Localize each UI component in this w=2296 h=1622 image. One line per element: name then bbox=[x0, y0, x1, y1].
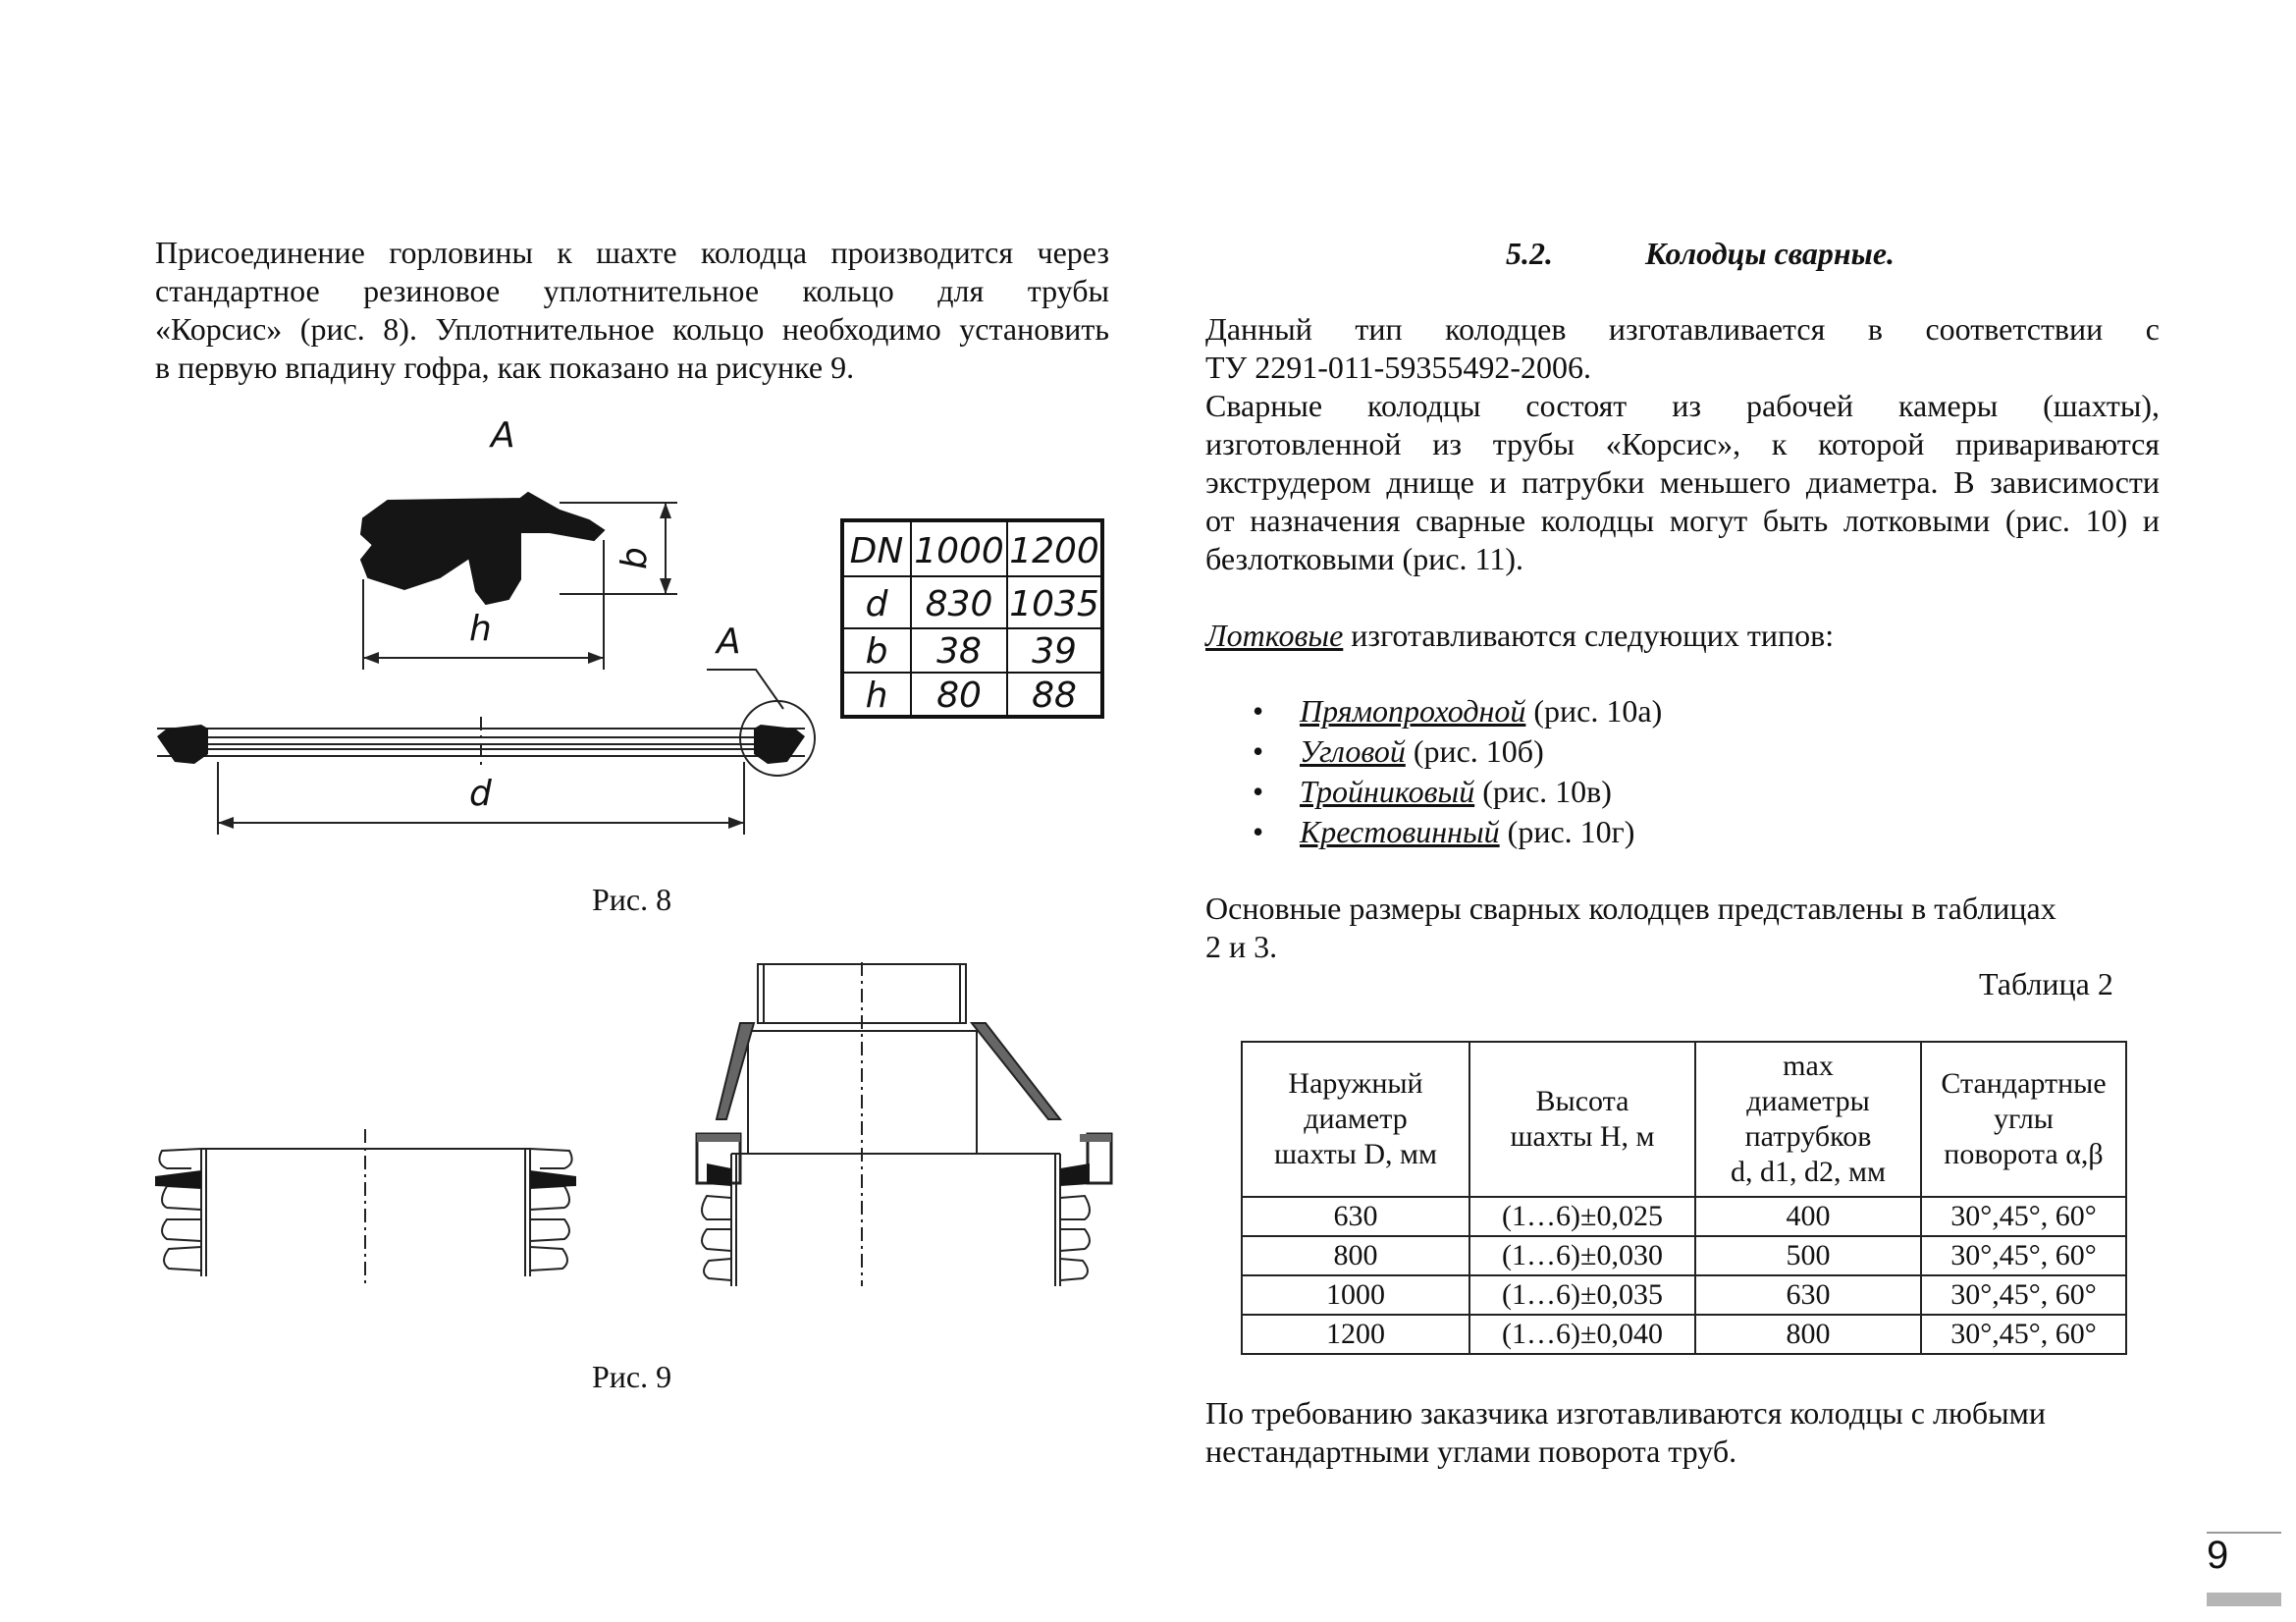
section-heading bbox=[1506, 236, 1896, 272]
intro-paragraph bbox=[155, 234, 1109, 387]
dim-h-label: h bbox=[469, 609, 492, 649]
table-2-caption: Таблица 2 bbox=[1979, 966, 2113, 1001]
list-item bbox=[1205, 731, 2160, 772]
figure-9-caption: Рис. 9 bbox=[592, 1359, 672, 1394]
type-ref: (рис. 10в) bbox=[1474, 774, 1612, 809]
type-name: Крестовинный bbox=[1300, 814, 1500, 849]
description-line: экструдером днище и патрубки меньшего диаметра. В зависимости bbox=[1205, 464, 2160, 500]
column-header-max-diameters bbox=[1695, 1042, 1921, 1197]
header-line: шахты D, мм bbox=[1273, 1138, 1438, 1170]
bullet-icon: • bbox=[1253, 774, 1264, 809]
description-line: от назначения сварные колодцы могут быть лотковыми (рис. 10) и bbox=[1205, 503, 2160, 538]
table-cell: 400 bbox=[1695, 1197, 1921, 1236]
fig8-table-header-cell: 1000 bbox=[914, 531, 1004, 571]
section-number: 5.2. bbox=[1506, 236, 1553, 271]
description-line: безлотковыми (рис. 11). bbox=[1205, 541, 1523, 576]
type-name: Угловой bbox=[1300, 733, 1406, 769]
tables-reference-line: 2 и 3. bbox=[1205, 929, 1278, 964]
header-line: Стандартные bbox=[1941, 1067, 2107, 1100]
column-header-height bbox=[1469, 1042, 1695, 1197]
fig8-table-header-cell: 1200 bbox=[1009, 531, 1099, 571]
column-header-angles bbox=[1921, 1042, 2126, 1197]
fig8-table-cell: 1035 bbox=[1009, 584, 1099, 624]
table-row bbox=[1242, 1236, 2126, 1275]
table-cell: 500 bbox=[1695, 1236, 1921, 1275]
pipe-with-seal-left bbox=[155, 1129, 576, 1286]
table-cell: (1…6)±0,040 bbox=[1469, 1315, 1695, 1354]
header-line: поворота α,β bbox=[1944, 1138, 2104, 1170]
section-title: Колодцы сварные. bbox=[1645, 236, 1896, 271]
fig8-table-cell: 830 bbox=[925, 584, 993, 624]
custom-angles-note bbox=[1205, 1394, 2160, 1471]
table-header-row bbox=[1242, 1042, 2126, 1197]
tables-reference bbox=[1205, 890, 2160, 966]
page-number-bar bbox=[2207, 1593, 2281, 1606]
figure-8-drawing bbox=[147, 412, 1286, 825]
bullet-icon: • bbox=[1253, 693, 1264, 729]
note-line: По требованию заказчика изготавливаются колодцы с любыми bbox=[1205, 1395, 2046, 1431]
list-item bbox=[1205, 691, 2160, 731]
types-list bbox=[1205, 691, 2160, 852]
description-line: Сварные колодцы состоят из рабочей камеры (шахты), bbox=[1205, 388, 2160, 423]
table-row bbox=[1242, 1275, 2126, 1315]
note-line: нестандартными углами поворота труб. bbox=[1205, 1433, 1737, 1469]
figure-8-dimension-table bbox=[842, 520, 1102, 717]
type-name: Тройниковый bbox=[1300, 774, 1475, 809]
description-line: изготовленной из трубы «Корсис», к которой привариваются bbox=[1205, 426, 2160, 461]
table-cell: (1…6)±0,025 bbox=[1469, 1197, 1695, 1236]
fig8-table-cell: 39 bbox=[1032, 631, 1077, 672]
figure-8-caption: Рис. 8 bbox=[592, 882, 672, 917]
type-ref: (рис. 10а) bbox=[1525, 693, 1663, 729]
header-line: Высота bbox=[1535, 1085, 1629, 1117]
figure-9-drawing bbox=[147, 962, 1129, 1306]
description-line: ТУ 2291-011-59355492-2006. bbox=[1205, 350, 1591, 385]
description-line: Данный тип колодцев изготавливается в соответствии с bbox=[1205, 311, 2160, 347]
table-cell: 1200 bbox=[1242, 1315, 1469, 1354]
bullet-icon: • bbox=[1253, 814, 1264, 849]
dim-d-label: d bbox=[469, 774, 492, 814]
header-line: Наружный bbox=[1288, 1067, 1423, 1100]
fig8-table-cell: d bbox=[865, 584, 888, 624]
table-cell: 30°,45°, 60° bbox=[1921, 1275, 2126, 1315]
tray-term: Лотковые bbox=[1205, 618, 1344, 653]
table-cell: 800 bbox=[1695, 1315, 1921, 1354]
header-line: диаметр bbox=[1304, 1103, 1408, 1135]
callout-a-label: A bbox=[717, 622, 741, 662]
types-intro-rest: изготавливаются следующих типов: bbox=[1343, 618, 1835, 653]
intro-line: «Корсис» (рис. 8). Уплотнительное кольцо необходимо установить bbox=[155, 311, 1109, 347]
type-ref: (рис. 10г) bbox=[1499, 814, 1635, 849]
dim-b-label: b bbox=[614, 547, 655, 569]
column-header-diameter bbox=[1242, 1042, 1469, 1197]
table-cell: 30°,45°, 60° bbox=[1921, 1197, 2126, 1236]
bullet-icon: • bbox=[1253, 733, 1264, 769]
intro-line: стандартное резиновое уплотнительное кольцо для трубы bbox=[155, 273, 1109, 308]
table-2 bbox=[1241, 1041, 2127, 1355]
page-number: 9 bbox=[2207, 1534, 2229, 1577]
header-line: шахты Н, м bbox=[1510, 1120, 1655, 1153]
table-cell: 630 bbox=[1695, 1275, 1921, 1315]
type-name: Прямопроходной bbox=[1300, 693, 1526, 729]
table-cell: 1000 bbox=[1242, 1275, 1469, 1315]
tables-reference-line: Основные размеры сварных колодцев представлены в таблицах bbox=[1205, 891, 2056, 926]
fig8-table-cell: b bbox=[865, 631, 888, 672]
fig8-table-cell: 88 bbox=[1032, 676, 1077, 716]
header-line: max bbox=[1783, 1050, 1834, 1082]
fig8-table-header-cell: DN bbox=[849, 531, 904, 571]
intro-line: в первую впадину гофра, как показано на рисунке 9. bbox=[155, 350, 855, 385]
table-cell: 30°,45°, 60° bbox=[1921, 1315, 2126, 1354]
list-item bbox=[1205, 772, 2160, 812]
header-line: диаметры bbox=[1746, 1085, 1870, 1117]
header-line: d, d1, d2, мм bbox=[1731, 1156, 1886, 1188]
table-cell: 30°,45°, 60° bbox=[1921, 1236, 2126, 1275]
table-row bbox=[1242, 1315, 2126, 1354]
type-ref: (рис. 10б) bbox=[1405, 733, 1544, 769]
description-paragraph bbox=[1205, 310, 2160, 578]
table-cell: (1…6)±0,035 bbox=[1469, 1275, 1695, 1315]
detail-a-label: A bbox=[491, 415, 515, 456]
types-intro bbox=[1205, 617, 2160, 655]
table-row bbox=[1242, 1197, 2126, 1236]
fig8-table-cell: h bbox=[865, 676, 888, 716]
table-cell: (1…6)±0,030 bbox=[1469, 1236, 1695, 1275]
seal-profile-shape bbox=[361, 493, 604, 604]
list-item bbox=[1205, 812, 2160, 852]
fig8-table-cell: 80 bbox=[936, 676, 982, 716]
table-cell: 630 bbox=[1242, 1197, 1469, 1236]
header-line: патрубков bbox=[1744, 1120, 1872, 1153]
fig8-table-cell: 38 bbox=[936, 631, 982, 672]
table-cell: 800 bbox=[1242, 1236, 1469, 1275]
header-line: углы bbox=[1994, 1103, 2054, 1135]
neck-assembly-right bbox=[697, 962, 1111, 1286]
intro-line: Присоединение горловины к шахте колодца производится через bbox=[155, 235, 1109, 270]
